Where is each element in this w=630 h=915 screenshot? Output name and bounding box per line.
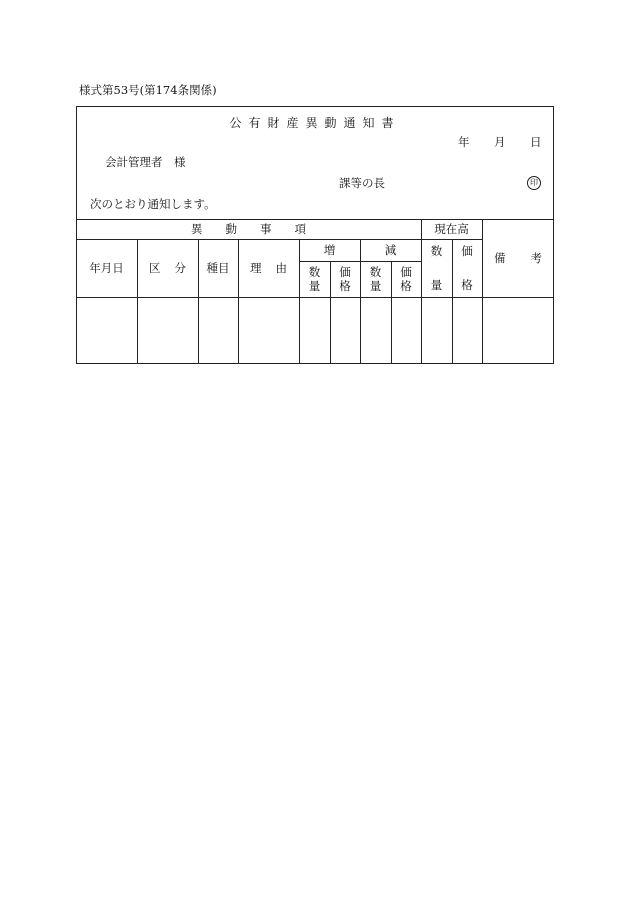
zou-kakaku-1: 価 xyxy=(339,264,351,279)
col-kubun-header xyxy=(137,239,198,297)
zou-suuryou-2: 量 xyxy=(308,279,321,293)
genzai-suuryou-header xyxy=(421,239,452,297)
col-riyuu-1: 理 xyxy=(250,260,262,275)
zou-suuryou-1: 数 xyxy=(308,264,321,279)
date-month-label: 月 xyxy=(494,135,506,149)
col-kubun-2: 分 xyxy=(174,260,186,275)
genzai-kakaku-1: 価 xyxy=(461,244,473,258)
date-day-label: 日 xyxy=(530,135,542,149)
genzai-suuryou-2: 量 xyxy=(430,277,443,292)
document-title: 公有財産異動通知書 xyxy=(229,116,401,130)
header-gen: 減 xyxy=(384,242,397,257)
col-kubun-1: 区 xyxy=(149,260,161,275)
sender-label: 課等の長 xyxy=(339,176,385,190)
zou-kakaku-header xyxy=(330,261,360,297)
gen-kakaku-2: 格 xyxy=(400,279,412,293)
addressee-name: 会計管理者 xyxy=(105,155,163,169)
header-idou-jikou: 異 動 事 項 xyxy=(191,221,306,236)
col-riyuu-header xyxy=(238,239,299,297)
addressee-honorific: 様 xyxy=(174,155,186,169)
header-bikou-1: 備 xyxy=(494,250,506,265)
gen-suuryou-1: 数 xyxy=(369,264,382,279)
header-zou: 増 xyxy=(323,242,336,257)
zou-suuryou-header xyxy=(299,261,330,297)
header-bikou-2: 考 xyxy=(530,250,542,265)
gen-kakaku-header xyxy=(391,261,421,297)
table-body-row xyxy=(76,297,554,364)
date-year-label: 年 xyxy=(458,135,470,149)
col-date-header: 年月日 xyxy=(89,260,124,275)
form-number: 様式第53号(第174条関係) xyxy=(79,83,217,97)
gen-suuryou-header xyxy=(360,261,391,297)
gen-kakaku-1: 価 xyxy=(400,264,412,279)
header-genzaidaka: 現在高 xyxy=(434,221,469,236)
header-bikou xyxy=(482,219,554,297)
genzai-suuryou-1: 数 xyxy=(430,244,443,258)
genzai-kakaku-2: 格 xyxy=(461,277,473,292)
notice-text: 次のとおり通知します。 xyxy=(90,197,216,211)
col-riyuu-2: 由 xyxy=(275,260,287,275)
col-shumoku-header: 種目 xyxy=(206,260,230,275)
zou-kakaku-2: 格 xyxy=(339,279,351,293)
seal-mark: 印 xyxy=(527,176,541,190)
gen-suuryou-2: 量 xyxy=(369,279,382,293)
genzai-kakaku-header xyxy=(452,239,482,297)
